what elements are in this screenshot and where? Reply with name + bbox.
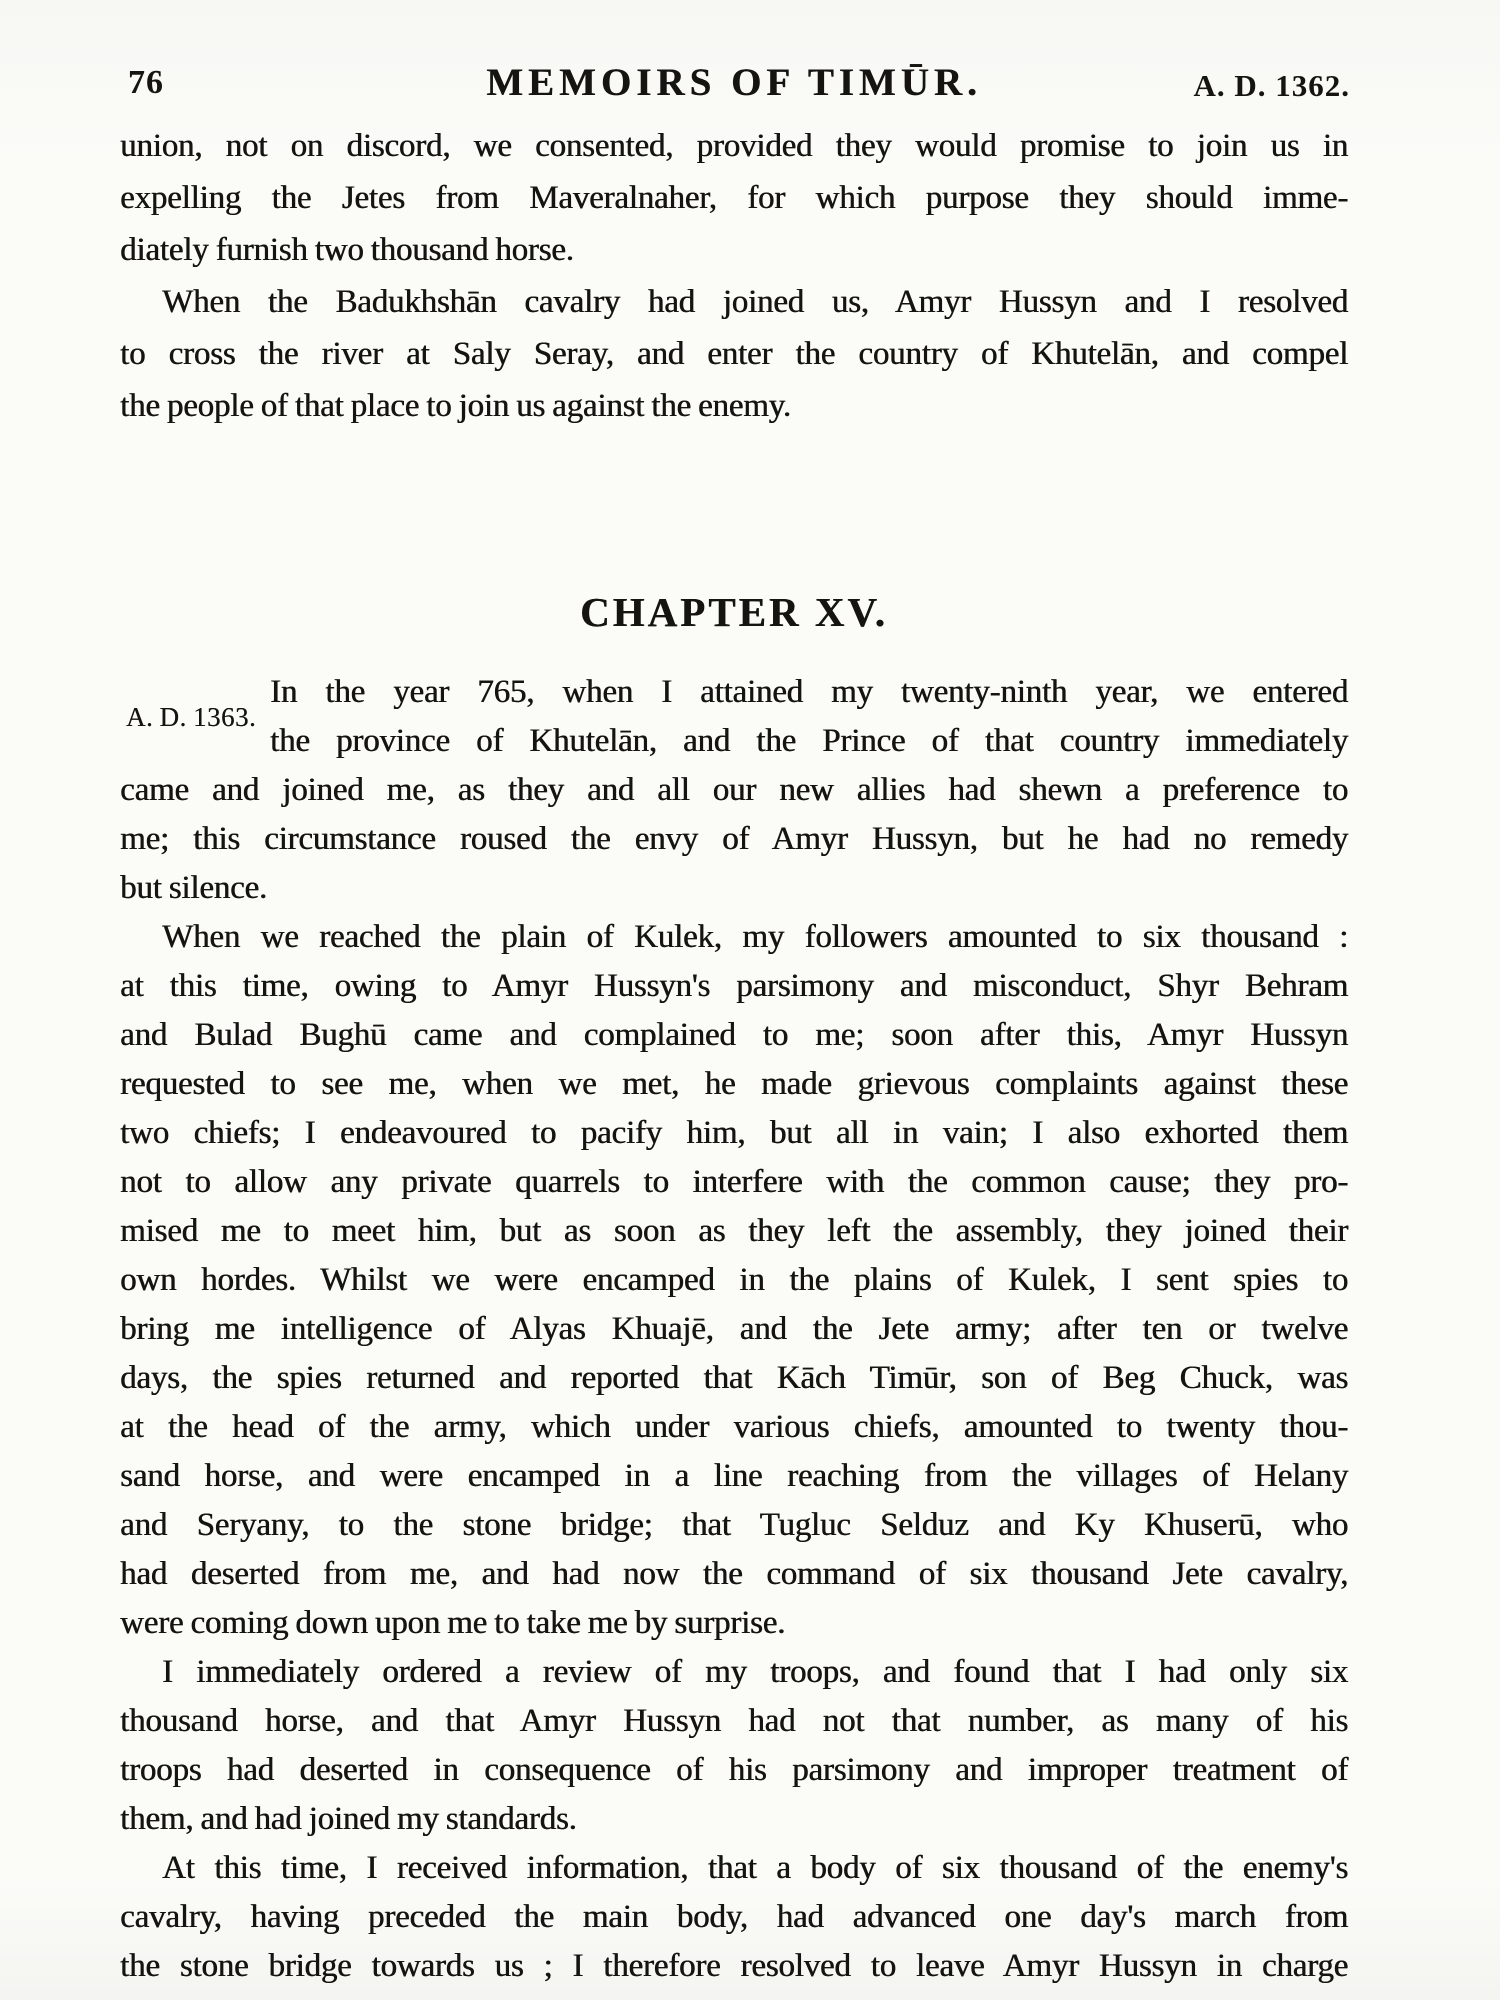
text-line: and Seryany, to the stone bridge; that Tugluc Selduz and Ky Khuserū, who	[120, 1507, 1348, 1543]
text-line: came and joined me, as they and all our new allies had shewn a preference to	[120, 772, 1348, 808]
paragraph	[120, 1844, 1348, 1991]
header-date-annotation: A. D. 1362.	[1193, 68, 1350, 103]
text-line: When we reached the plain of Kulek, my followers amounted to six thousand :	[162, 919, 1348, 955]
paragraph	[120, 120, 1348, 276]
text-line: own hordes. Whilst we were encamped in the plains of Kulek, I sent spies to	[120, 1262, 1348, 1298]
text-line: requested to see me, when we met, he made grievous complaints against these	[120, 1066, 1348, 1102]
text-line: them, and had joined my standards.	[120, 1801, 577, 1837]
text-line: but silence.	[120, 870, 267, 906]
text-line: When the Badukhshān cavalry had joined us, Amyr Hussyn and I resolved	[162, 284, 1348, 320]
text-line: and Bulad Bughū came and complained to me; soon after this, Amyr Hussyn	[120, 1017, 1348, 1053]
page-number: 76	[128, 64, 164, 101]
text-line: expelling the Jetes from Maveralnaher, for which purpose they should imme-	[120, 180, 1348, 216]
text-line: cavalry, having preceded the main body, had advanced one day's march from	[120, 1899, 1348, 1935]
text-line: days, the spies returned and reported that Kāch Timūr, son of Beg Chuck, was	[120, 1360, 1348, 1396]
text-line: had deserted from me, and had now the command of six thousand Jete cavalry,	[120, 1556, 1348, 1592]
paragraph	[120, 1648, 1348, 1844]
paragraph	[120, 276, 1348, 432]
paragraph	[120, 913, 1348, 1648]
text-line: At this time, I received information, that a body of six thousand of the enemy's	[162, 1850, 1348, 1886]
text-line: the province of Khutelān, and the Prince of that country immediately	[270, 723, 1348, 759]
text-line: sand horse, and were encamped in a line reaching from the villages of Helany	[120, 1458, 1348, 1494]
text-body-top	[120, 120, 1348, 432]
chapter-heading: CHAPTER XV.	[580, 589, 888, 635]
paragraph	[120, 668, 1348, 913]
text-line: mised me to meet him, but as soon as they left the assembly, they joined their	[120, 1213, 1348, 1249]
text-line: thousand horse, and that Amyr Hussyn had not that number, as many of his	[120, 1703, 1348, 1739]
text-line: diately furnish two thousand horse.	[120, 232, 574, 268]
text-line: not to allow any private quarrels to interfere with the common cause; they pro-	[120, 1164, 1348, 1200]
margin-note-date: A. D. 1363.	[126, 701, 257, 732]
text-line: to cross the river at Saly Seray, and enter the country of Khutelān, and compel	[120, 336, 1348, 372]
text-line: In the year 765, when I attained my twenty-ninth year, we entered	[270, 674, 1348, 710]
text-line: at this time, owing to Amyr Hussyn's parsimony and misconduct, Shyr Behram	[120, 968, 1348, 1004]
text-line: I immediately ordered a review of my troops, and found that I had only six	[162, 1654, 1348, 1690]
text-line: bring me intelligence of Alyas Khuajē, and the Jete army; after ten or twelve	[120, 1311, 1348, 1347]
text-line: two chiefs; I endeavoured to pacify him, but all in vain; I also exhorted them	[120, 1115, 1348, 1151]
text-line: were coming down upon me to take me by surprise.	[120, 1605, 786, 1641]
text-body-main	[120, 668, 1348, 1991]
text-line: union, not on discord, we consented, provided they would promise to join us in	[120, 128, 1348, 164]
text-line: the people of that place to join us against the enemy.	[120, 388, 791, 424]
text-line: the stone bridge towards us ; I therefore resolved to leave Amyr Hussyn in charge	[120, 1948, 1348, 1984]
text-line: troops had deserted in consequence of his parsimony and improper treatment of	[120, 1752, 1348, 1788]
text-line: me; this circumstance roused the envy of Amyr Hussyn, but he had no remedy	[120, 821, 1348, 857]
running-header-title: MEMOIRS OF TIMŪR.	[486, 61, 982, 104]
text-line: at the head of the army, which under various chiefs, amounted to twenty thou-	[120, 1409, 1348, 1445]
